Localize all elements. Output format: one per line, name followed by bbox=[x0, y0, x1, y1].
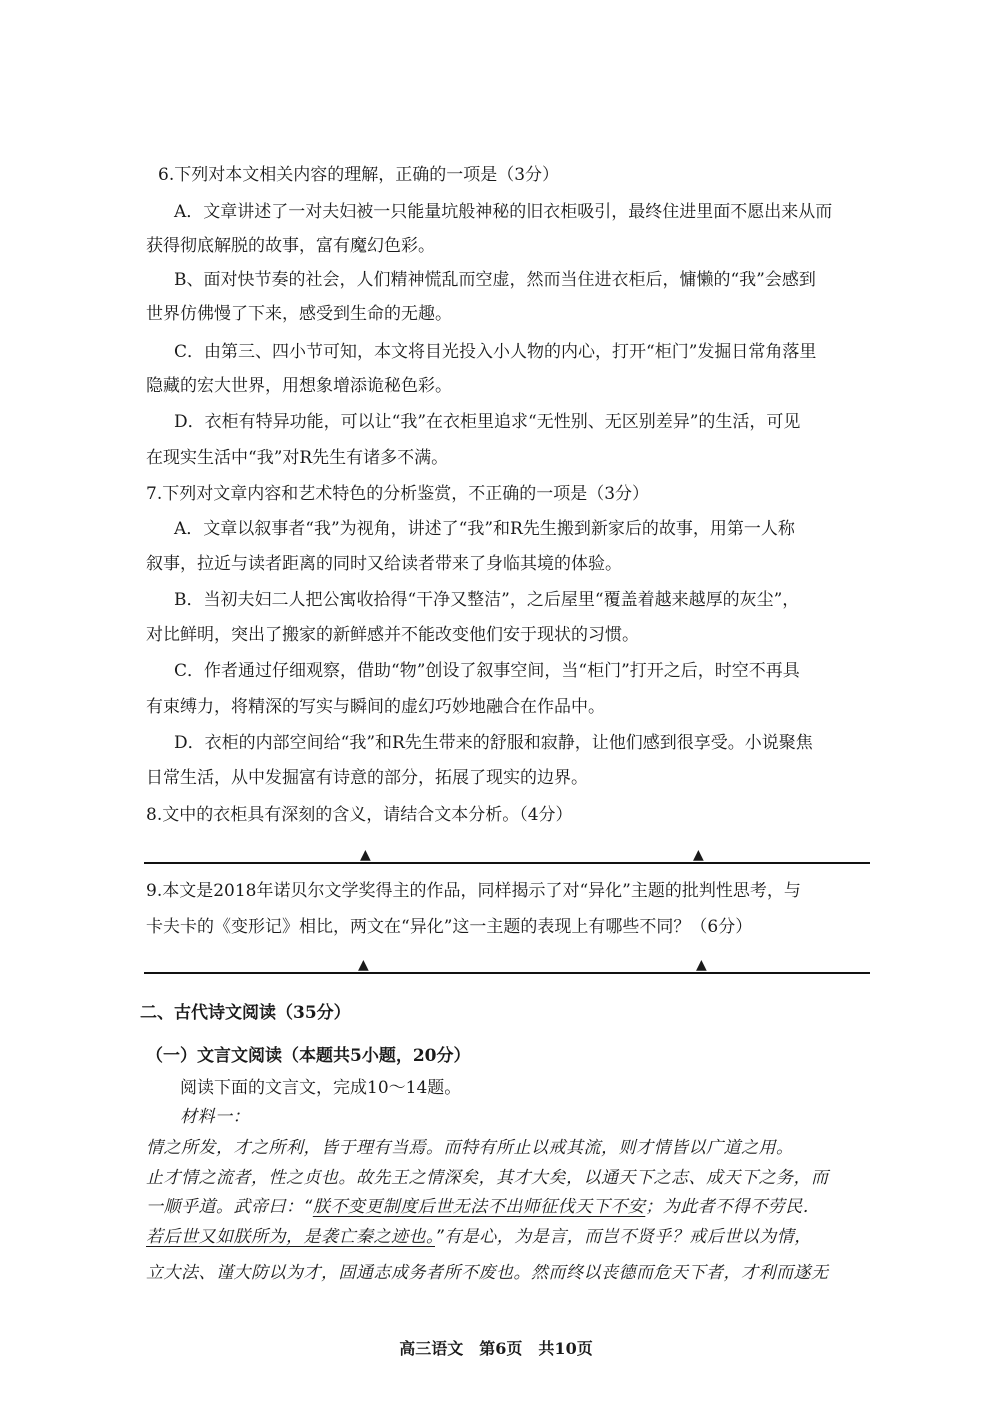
answer-line bbox=[144, 862, 870, 864]
passage-line-4 bbox=[146, 1226, 812, 1248]
q7-option-c-line1: C．作者通过仔细观察，借助“物”创设了叙事空间，当“柜门”打开之后，时空不再具 bbox=[174, 661, 800, 681]
passage-line-2: 止才情之流者，性之贞也。故先王之情深矣，其才大矣，以通天下之志、成天下之务，而 bbox=[146, 1168, 829, 1188]
q6-option-a-line1: A．文章讲述了一对夫妇被一只能量坑般神秘的旧衣柜吸引，最终住进里面不愿出来从而 bbox=[174, 202, 833, 222]
q6-option-c-line1: C．由第三、四小节可知，本文将目光投入小人物的内心，打开“柜门”发掘日常角落里 bbox=[174, 342, 817, 362]
answer-mark-triangle: ▲ bbox=[358, 957, 369, 973]
answer-mark-triangle: ▲ bbox=[360, 847, 371, 863]
passage-line-1: 情之所发，才之所利，皆于理有当焉。而特有所止以戒其流，则才情皆以广道之用。 bbox=[146, 1138, 794, 1158]
section-title: 二、古代诗文阅读（35分） bbox=[140, 1003, 351, 1023]
q9-stem-line2: 卡夫卡的《变形记》相比，两文在“异化”这一主题的表现上有哪些不同？（6分） bbox=[146, 917, 753, 937]
answer-mark-triangle: ▲ bbox=[693, 847, 704, 863]
passage-text: ”有是心，为是言，而岂不贤乎？戒后世以为情， bbox=[435, 1227, 812, 1247]
material-label: 材料一： bbox=[180, 1107, 250, 1127]
page-footer: 高三语文 第6页 共10页 bbox=[399, 1339, 593, 1358]
q6-option-b-line2: 世界仿佛慢了下来，感受到生命的无趣。 bbox=[146, 304, 452, 324]
q7-option-b-line1: B．当初夫妇二人把公寓收拾得“干净又整洁”，之后屋里“覆盖着越来越厚的灰尘”， bbox=[174, 590, 800, 610]
q7-option-a-line1: A．文章以叙事者“我”为视角，讲述了“我”和R先生搬到新家后的故事，用第一人称 bbox=[174, 519, 795, 539]
reading-instruction: 阅读下面的文言文，完成10～14题。 bbox=[180, 1078, 462, 1098]
underlined-sentence: 朕不变更制度后世无法不出师征伐天下不安 bbox=[312, 1197, 646, 1217]
passage-line-3 bbox=[146, 1196, 820, 1218]
q6-stem: 6.下列对本文相关内容的理解，正确的一项是（3分） bbox=[158, 165, 560, 185]
q7-option-a-line2: 叙事，拉近与读者距离的同时又给读者带来了身临其境的体验。 bbox=[146, 554, 622, 574]
q7-stem: 7.下列对文章内容和艺术特色的分析鉴赏，不正确的一项是（3分） bbox=[146, 484, 650, 504]
underlined-sentence: 若后世又如朕所为，是袭亡秦之迹也。 bbox=[146, 1227, 435, 1247]
q6-option-c-line2: 隐藏的宏大世界，用想象增添诡秘色彩。 bbox=[146, 376, 452, 396]
passage-text: ；为此者不得不劳民． bbox=[645, 1197, 821, 1217]
answer-line bbox=[144, 972, 870, 974]
q7-option-d-line2: 日常生活，从中发掘富有诗意的部分，拓展了现实的边界。 bbox=[146, 768, 588, 788]
answer-mark-triangle: ▲ bbox=[696, 957, 707, 973]
q6-option-a-line2: 获得彻底解脱的故事，富有魔幻色彩。 bbox=[146, 236, 435, 256]
q7-option-b-line2: 对比鲜明，突出了搬家的新鲜感并不能改变他们安于现状的习惯。 bbox=[146, 625, 639, 645]
q7-option-c-line2: 有束缚力，将精深的写实与瞬间的虚幻巧妙地融合在作品中。 bbox=[146, 697, 605, 717]
passage-line-5: 立大法、谨大防以为才，固通志成务者所不废也。然而终以丧德而危天下者，才利而遂无 bbox=[146, 1263, 829, 1283]
passage-text: 一顺乎道。武帝曰：“ bbox=[146, 1197, 313, 1217]
q7-option-d-line1: D．衣柜的内部空间给“我”和R先生带来的舒服和寂静，让他们感到很享受。小说聚焦 bbox=[174, 733, 813, 753]
q8-stem: 8.文中的衣柜具有深刻的含义，请结合文本分析。（4分） bbox=[146, 805, 573, 825]
subsection-title: （一）文言文阅读（本题共5小题，20分） bbox=[146, 1046, 471, 1066]
q6-option-d-line1: D．衣柜有特异功能，可以让“我”在衣柜里追求“无性别、无区别差异”的生活，可见 bbox=[174, 412, 801, 432]
q6-option-b-line1: B、面对快节奏的社会，人们精神慌乱而空虚，然而当住进衣柜后，慵懒的“我”会感到 bbox=[174, 270, 816, 290]
q9-stem-line1: 9.本文是2018年诺贝尔文学奖得主的作品，同样揭示了对“异化”主题的批判性思考，与 bbox=[146, 881, 801, 901]
q6-option-d-line2: 在现实生活中“我”对R先生有诸多不满。 bbox=[146, 448, 449, 468]
